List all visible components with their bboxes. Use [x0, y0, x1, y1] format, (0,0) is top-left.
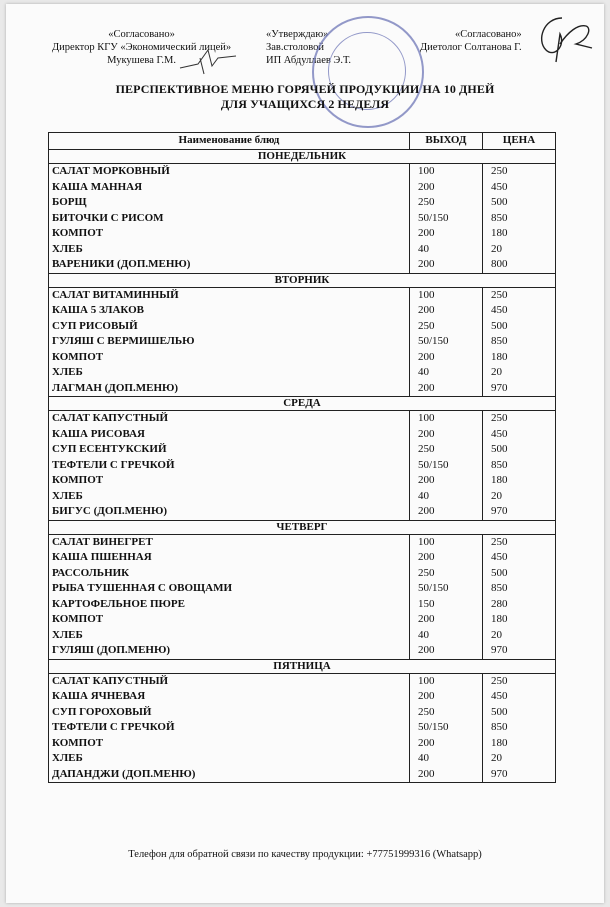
- dish-price-cell: [482, 673, 555, 783]
- day-dishes-row: [49, 411, 556, 521]
- day-label: ЧЕТВЕРГ: [49, 520, 556, 534]
- dish-price: 970: [490, 381, 508, 394]
- dish-price: 450: [490, 180, 508, 193]
- dish-output: 200: [417, 350, 435, 363]
- dish-output: 40: [417, 242, 429, 255]
- dish-name: РЫБА ТУШЕННАЯ С ОВОЩАМИ: [52, 582, 233, 594]
- page-title: [0, 82, 610, 112]
- feedback-phone: Телефон для обратной связи по качеству продукции: +77751999316 (Whatsapp): [128, 849, 482, 860]
- dish-output: 40: [417, 489, 429, 502]
- dish-name: КОМПОТ: [52, 613, 104, 625]
- dish-output: 200: [417, 736, 435, 749]
- dish-name: КАША ЯЧНЕВАЯ: [52, 690, 146, 702]
- dish-name: ТЕФТЕЛИ С ГРЕЧКОЙ: [52, 721, 175, 733]
- title-line-1: ПЕРСПЕКТИВНОЕ МЕНЮ ГОРЯЧЕЙ ПРОДУКЦИИ НА 10 ДНЕЙ: [115, 82, 495, 96]
- dish-name: РАССОЛЬНИК: [52, 566, 130, 579]
- dish-output: 200: [417, 227, 435, 239]
- dish-price: 180: [490, 350, 508, 363]
- dish-price: 500: [490, 196, 508, 208]
- dish-price: 450: [490, 690, 508, 702]
- day-dishes-row: [49, 534, 556, 659]
- dish-output: 200: [417, 505, 435, 517]
- dish-name: КАША МАННАЯ: [52, 180, 143, 193]
- approval-heading: «Утверждаю»: [266, 29, 329, 40]
- dish-output: 250: [417, 705, 435, 718]
- dish-output-cell: [409, 287, 482, 397]
- dish-output: 250: [417, 566, 435, 579]
- approval-position: Зав.столовой: [266, 42, 324, 53]
- dish-name: ТЕФТЕЛИ С ГРЕЧКОЙ: [52, 458, 175, 471]
- dish-name: САЛАТ ВИНЕГРЕТ: [52, 535, 153, 548]
- approval-position: Диетолог Солтанова Г.: [420, 42, 522, 53]
- day-label: ВТОРНИК: [49, 273, 556, 287]
- dish-name-cell: [49, 534, 410, 659]
- dish-output: 40: [417, 752, 429, 764]
- dish-output: 250: [417, 319, 435, 332]
- dish-price-cell: [482, 411, 555, 521]
- dish-name-cell: [49, 673, 410, 783]
- dish-name: КОМПОТ: [52, 736, 104, 749]
- dish-output: 50/150: [417, 721, 449, 733]
- dish-output: 40: [417, 628, 429, 641]
- signature-director: [178, 44, 238, 78]
- dish-name: ДАПАНДЖИ (ДОП.МЕНЮ): [52, 767, 196, 780]
- dish-name: БИТОЧКИ С РИСОМ: [52, 211, 164, 224]
- dish-name: КАША ПШЕННАЯ: [52, 551, 152, 563]
- dish-name: ГУЛЯШ С ВЕРМИШЕЛЬЮ: [52, 335, 195, 347]
- dish-output: 50/150: [417, 582, 449, 594]
- title-line-2: ДЛЯ УЧАЩИХСЯ 2 НЕДЕЛЯ: [220, 97, 390, 111]
- dish-name-cell: [49, 287, 410, 397]
- dish-price: 250: [490, 165, 508, 177]
- approval-block-dietitian: [420, 28, 522, 54]
- approval-heading: «Согласовано»: [454, 29, 522, 40]
- day-label: ПОНЕДЕЛЬНИК: [49, 150, 556, 164]
- dish-output: 100: [417, 412, 435, 424]
- dish-output: 200: [417, 427, 435, 440]
- dish-price: 500: [490, 566, 508, 579]
- day-label: СРЕДА: [49, 397, 556, 411]
- dish-price-cell: [482, 534, 555, 659]
- dish-price: 450: [490, 304, 508, 316]
- dish-name: ХЛЕБ: [52, 489, 83, 502]
- dish-price: 850: [490, 335, 508, 347]
- dish-name: ВАРЕНИКИ (ДОП.МЕНЮ): [52, 258, 191, 270]
- day-header-row: [49, 520, 556, 534]
- dish-name: СУП ГОРОХОВЫЙ: [52, 705, 152, 718]
- dish-price: 450: [490, 551, 508, 563]
- day-dishes-row: [49, 287, 556, 397]
- header-output: ВЫХОД: [409, 133, 482, 150]
- dish-name: САЛАТ МОРКОВНЫЙ: [52, 165, 170, 177]
- dish-price: 500: [490, 705, 508, 718]
- dish-output: 50/150: [417, 335, 449, 347]
- signature-dietitian: [526, 10, 598, 70]
- dish-output: 200: [417, 613, 435, 625]
- dish-output: 200: [417, 381, 435, 394]
- dish-name: САЛАТ ВИТАМИННЫЙ: [52, 288, 179, 301]
- dish-price: 180: [490, 613, 508, 625]
- dish-price: 850: [490, 721, 508, 733]
- dish-name: БИГУС (ДОП.МЕНЮ): [52, 505, 168, 517]
- dish-price: 180: [490, 474, 508, 486]
- dish-output: 200: [417, 304, 435, 316]
- dish-name: ХЛЕБ: [52, 366, 83, 378]
- dish-name: САЛАТ КАПУСТНЫЙ: [52, 412, 169, 424]
- dish-price: 180: [490, 736, 508, 749]
- dish-price: 450: [490, 427, 508, 440]
- day-header-row: [49, 397, 556, 411]
- header-dish-name: Наименование блюд: [49, 133, 410, 150]
- dish-name-cell: [49, 411, 410, 521]
- dish-output-cell: [409, 534, 482, 659]
- dish-price: 850: [490, 582, 508, 594]
- dish-output: 250: [417, 196, 435, 208]
- table-header-row: [49, 133, 556, 150]
- dish-price: 280: [490, 597, 508, 610]
- day-header-row: [49, 659, 556, 673]
- dish-name: ХЛЕБ: [52, 752, 83, 764]
- dish-price-cell: [482, 164, 555, 274]
- approval-heading: «Согласовано»: [108, 29, 175, 40]
- dish-name: ЛАГМАН (ДОП.МЕНЮ): [52, 381, 179, 394]
- dish-output-cell: [409, 411, 482, 521]
- dish-output: 100: [417, 165, 435, 177]
- approval-name: ИП Абдуллаев Э.Т.: [266, 55, 351, 66]
- dish-output: 100: [417, 535, 435, 548]
- dish-name: ХЛЕБ: [52, 242, 83, 255]
- approval-position: Директор КГУ «Экономический лицей»: [52, 42, 232, 53]
- dish-name: СУП РИСОВЫЙ: [52, 319, 138, 332]
- dish-price: 20: [490, 489, 502, 502]
- dish-output-cell: [409, 164, 482, 274]
- dish-output: 50/150: [417, 211, 449, 224]
- dish-output: 200: [417, 258, 435, 270]
- dish-price: 970: [490, 644, 508, 656]
- dish-output: 40: [417, 366, 429, 378]
- dish-name: САЛАТ КАПУСТНЫЙ: [52, 674, 169, 687]
- dish-price: 850: [490, 458, 508, 471]
- dish-name: БОРЩ: [52, 196, 87, 208]
- dish-price-cell: [482, 287, 555, 397]
- dish-output: 200: [417, 644, 435, 656]
- dish-price: 250: [490, 535, 508, 548]
- dish-price: 850: [490, 211, 508, 224]
- dish-name: ГУЛЯШ (ДОП.МЕНЮ): [52, 644, 171, 656]
- dish-price: 500: [490, 319, 508, 332]
- dish-price: 800: [490, 258, 508, 270]
- dish-output: 200: [417, 690, 435, 702]
- dish-price: 250: [490, 674, 508, 687]
- dish-output: 200: [417, 474, 435, 486]
- menu-body: [49, 150, 556, 783]
- dish-name: КОМПОТ: [52, 227, 104, 239]
- approval-name: Мукушева Г.М.: [107, 55, 176, 66]
- day-dishes-row: [49, 164, 556, 274]
- dish-output: 150: [417, 597, 435, 610]
- menu-table: [48, 132, 556, 783]
- dish-output: 100: [417, 288, 435, 301]
- dish-name-cell: [49, 164, 410, 274]
- dish-price: 20: [490, 242, 502, 255]
- dish-price: 20: [490, 752, 502, 764]
- dish-price: 20: [490, 366, 502, 378]
- dish-name: ХЛЕБ: [52, 628, 83, 641]
- dish-output: 200: [417, 180, 435, 193]
- day-label: ПЯТНИЦА: [49, 659, 556, 673]
- dish-name: КАША РИСОВАЯ: [52, 427, 146, 440]
- dish-price: 970: [490, 767, 508, 780]
- dish-price: 180: [490, 227, 508, 239]
- dish-name: КАША 5 ЗЛАКОВ: [52, 304, 145, 316]
- dish-name: КОМПОТ: [52, 350, 104, 363]
- dish-output: 200: [417, 551, 435, 563]
- dish-price: 250: [490, 412, 508, 424]
- dish-name: СУП ЕСЕНТУКСКИЙ: [52, 443, 167, 455]
- dish-price: 250: [490, 288, 508, 301]
- day-header-row: [49, 273, 556, 287]
- dish-output: 100: [417, 674, 435, 687]
- dish-name: КАРТОФЕЛЬНОЕ ПЮРЕ: [52, 597, 185, 610]
- dish-price: 970: [490, 505, 508, 517]
- dish-price: 500: [490, 443, 508, 455]
- dish-output: 250: [417, 443, 435, 455]
- dish-price: 20: [490, 628, 502, 641]
- day-dishes-row: [49, 673, 556, 783]
- dish-name: КОМПОТ: [52, 474, 104, 486]
- header-price: ЦЕНА: [482, 133, 555, 150]
- dish-output: 50/150: [417, 458, 449, 471]
- day-header-row: [49, 150, 556, 164]
- dish-output-cell: [409, 673, 482, 783]
- dish-output: 200: [417, 767, 435, 780]
